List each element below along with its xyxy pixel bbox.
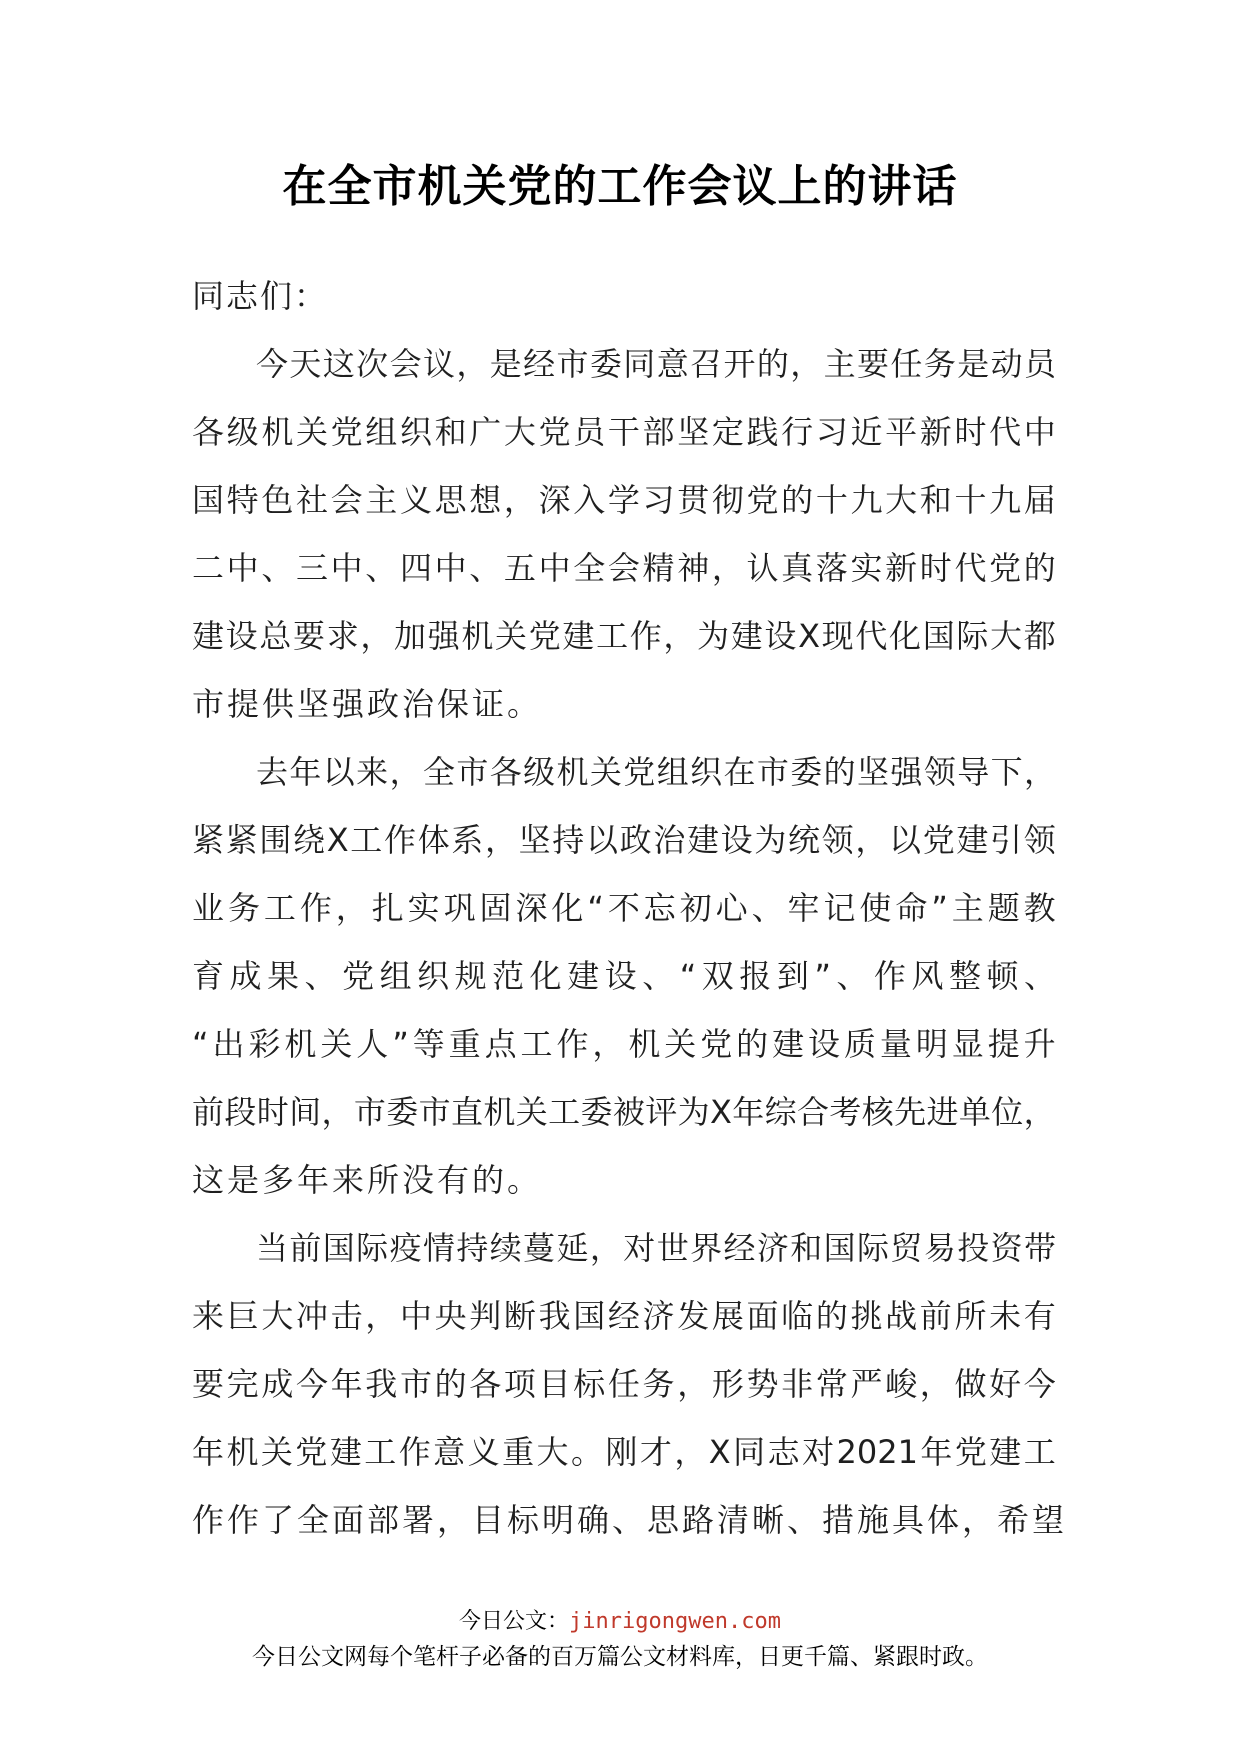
text-line: 各 级 机 关 党 组 织 和 广 大 党 员 干 部 坚 定 践 行 习 近 平 新 时 代 中 — [192, 413, 1056, 451]
text-line: 前 段 时 间 ， 市 委 市 直 机 关 工 委 被 评 为 X 年 综 合 考 核 先 进 单 位 ， — [192, 1093, 1056, 1131]
footer-site-url[interactable]: jinrigongwen.com — [569, 1609, 781, 1634]
paragraph — [192, 738, 1056, 1214]
document-body — [192, 262, 1068, 1554]
paragraph — [192, 1214, 1068, 1554]
text-line: 作作了全面部署，目标明确、思路清晰、措施具体，希望 — [192, 1501, 1068, 1539]
text-line: 紧 紧 围 绕 X 工 作 体 系 ， 坚 持 以 政 治 建 设 为 统 领 ， 以 党 建 引 领 — [192, 821, 1056, 859]
text-line: 育 成 果 、 党 组 织 规 范 化 建 设 、 “ 双 报 到 ” 、 作 风 整 顿 、 — [192, 957, 1056, 995]
text-line: 今 天 这 次 会 议 ， 是 经 市 委 同 意 召 开 的 ， 主 要 任 务 是 动 员 — [256, 345, 1056, 383]
salutation: 同志们： — [192, 277, 329, 315]
footer-slogan: 今日公文网每个笔杆子必备的百万篇公文材料库，日更千篇、紧跟时政。 — [252, 1644, 988, 1670]
document-title: 在全市机关党的工作会议上的讲话 — [282, 161, 958, 212]
text-line: 当 前 国 际 疫 情 持 续 蔓 延 ， 对 世 界 经 济 和 国 际 贸 易 投 资 带 — [256, 1229, 1056, 1267]
text-line: 二 中 、 三 中 、 四 中 、 五 中 全 会 精 神 ， 认 真 落 实 新 时 代 党 的 — [192, 549, 1056, 587]
text-line: 国 特 色 社 会 主 义 思 想 ， 深 入 学 习 贯 彻 党 的 十 九 大 和 十 九 届 — [192, 481, 1056, 519]
text-line: 去 年 以 来 ， 全 市 各 级 机 关 党 组 织 在 市 委 的 坚 强 领 导 下 ， — [256, 753, 1056, 791]
text-line: 市提供坚强政治保证。 — [192, 685, 543, 723]
text-line: “ 出 彩 机 关 人 ” 等 重 点 工 作 ， 机 关 党 的 建 设 质 量 明 显 提 升 — [192, 1025, 1056, 1063]
text-line: 业 务 工 作 ， 扎 实 巩 固 深 化 “ 不 忘 初 心 、 牢 记 使 命 ” 主 题 教 — [192, 889, 1056, 927]
paragraph — [192, 330, 1056, 738]
text-line: 年 机 关 党 建 工 作 意 义 重 大 。 刚 才 ， X 同 志 对 2021 年 党 建 工 — [192, 1433, 1056, 1471]
paragraphs — [192, 330, 1068, 1554]
text-line: 这是多年来所没有的。 — [192, 1161, 543, 1199]
text-line: 来 巨 大 冲 击 ， 中 央 判 断 我 国 经 济 发 展 面 临 的 挑 战 前 所 未 有 — [192, 1297, 1056, 1335]
footer-site — [0, 1604, 1240, 1635]
footer-site-label: 今日公文： — [459, 1609, 570, 1634]
text-line: 建 设 总 要 求 ， 加 强 机 关 党 建 工 作 ， 为 建 设 X 现 代 化 国 际 大 都 — [192, 617, 1056, 655]
text-line: 要 完 成 今 年 我 市 的 各 项 目 标 任 务 ， 形 势 非 常 严 峻 ， 做 好 今 — [192, 1365, 1056, 1403]
